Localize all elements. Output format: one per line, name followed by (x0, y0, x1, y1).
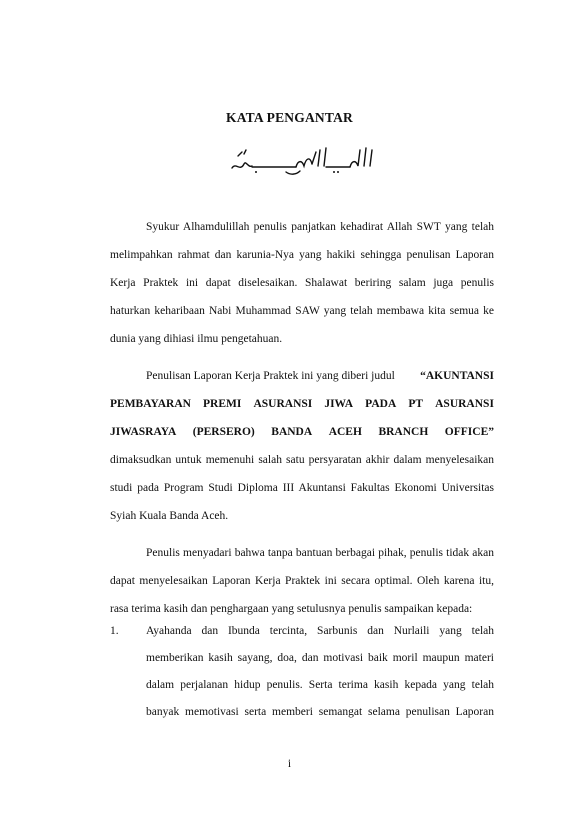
list-item-body (146, 618, 494, 726)
title-word: (PERSERO) (192, 426, 255, 438)
title-word: JIWASRAYA (110, 426, 177, 438)
title-word: BANDA (271, 426, 313, 438)
page-title: KATA PENGANTAR (226, 110, 353, 125)
paragraph-2-line-1 (110, 362, 494, 390)
paragraph-2 (110, 362, 494, 530)
title-word: BRANCH (378, 426, 429, 438)
list-number: 1. (110, 625, 119, 637)
title-word: ACEH (328, 426, 362, 438)
title-word: JIWA (324, 398, 354, 410)
paragraph-2-line-1-text: Penulisan Laporan Kerja Praktek ini yang diberi judul (146, 370, 395, 382)
paragraph-2-line-3 (110, 418, 494, 446)
title-word: PREMI (203, 398, 242, 410)
page-number: i (287, 758, 292, 770)
paragraph-2-rest: dimaksudkan untuk memenuhi salah satu persyaratan akhir dalam menyelesaikan studi pada Program Studi Diploma III Akuntansi Fakultas Ekonomi Universitas Syiah Kuala Banda Aceh. (110, 454, 494, 522)
list-item-line: Ayahanda dan Ibunda tercinta, Sarbunis dan Nurlaili yang telah (146, 625, 494, 637)
paragraph-1: Syukur Alhamdulillah penulis panjatkan kehadirat Allah SWT yang telah melimpahkan rahmat dan karunia-Nya yang hakiki sehingga penulisan Laporan Kerja Praktek ini dapat diselesaikan. Shalawat beriring salam juga penulis haturkan keharibaan Nabi Muhammad SAW yang telah membawa kita semua ke dunia yang dihiasi ilmu pengetahuan. (110, 221, 494, 345)
title-word: ASURANSI (435, 398, 494, 410)
title-word: ASURANSI (253, 398, 313, 410)
list-item-line: dalam perjalanan hidup penulis. Serta terima kasih kepada yang telah (146, 679, 494, 691)
title-word: OFFICE” (444, 426, 494, 438)
list-item-line: memberikan kasih sayang, doa, dan motivasi baik moril maupun materi (146, 652, 494, 664)
title-word: PEMBAYARAN (110, 398, 191, 410)
paragraph-2-line-2 (110, 390, 494, 418)
paragraph-3: Penulis menyadari bahwa tanpa bantuan berbagai pihak, penulis tidak akan dapat menyelesaikan Laporan Kerja Praktek ini secara optimal. Oleh karena itu, rasa terima kasih dan penghargaan yang setulusnya penulis sampaikan kepada: (110, 547, 494, 615)
acknowledgement-list (110, 618, 494, 726)
title-word: PT (408, 398, 424, 410)
basmalah-icon (226, 142, 376, 176)
list-item (110, 618, 494, 726)
paragraph-2-line-1-bold: “AKUNTANSI (420, 370, 494, 382)
list-item-line: banyak memotivasi serta memberi semangat selama penulisan Laporan (146, 706, 494, 718)
title-word: PADA (365, 398, 397, 410)
body-text (110, 213, 494, 632)
